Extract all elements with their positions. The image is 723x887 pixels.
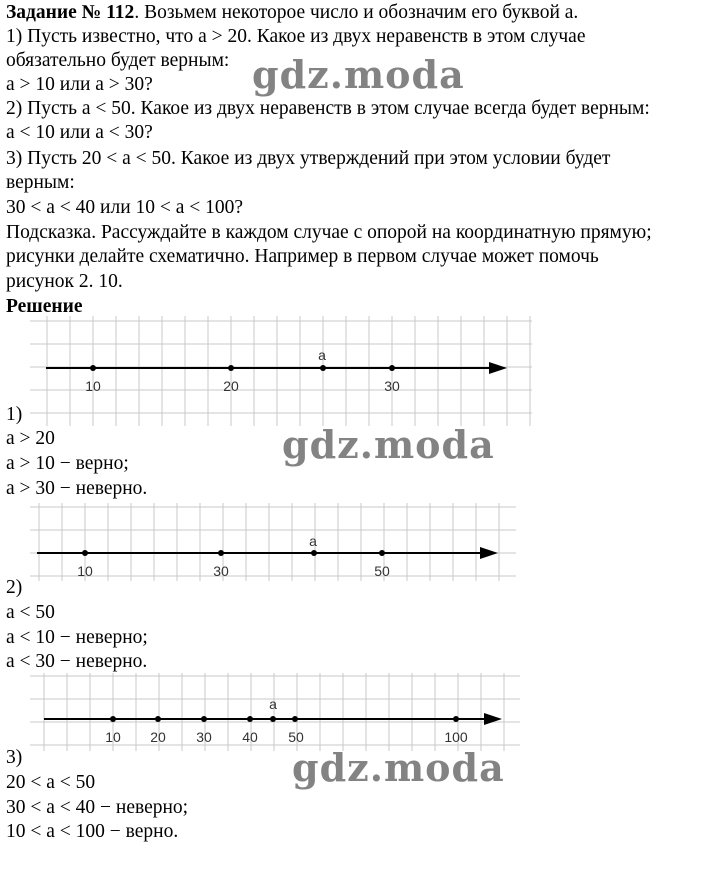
task-line: 1) Пусть известно, что a > 20. Какое из двух неравенств в этом случае [6, 26, 586, 47]
task-number: Задание № 112 [6, 2, 135, 23]
part-number: 2) [6, 577, 23, 598]
tick-label: 50 [288, 729, 304, 745]
solution-line: a > 20 [6, 428, 55, 449]
number-line-figure-3 [30, 673, 520, 751]
solution-line: a > 10 − верно; [6, 453, 129, 474]
tick-label: 10 [105, 729, 121, 745]
tick-label: 40 [242, 729, 258, 745]
tick-label: 10 [85, 378, 101, 394]
point-a [270, 716, 276, 722]
tick-point [292, 716, 298, 722]
point-a-label: a [269, 696, 277, 712]
point-a-label: a [318, 347, 326, 363]
axis-arrow-icon [489, 362, 507, 374]
solution-line: a < 10 − неверно; [6, 627, 148, 648]
tick-point [228, 365, 234, 371]
solution-line: 30 < a < 40 − неверно; [6, 797, 189, 818]
task-intro: . Возьмем некоторое число и обозначим его буквой a. [134, 2, 579, 23]
tick-point [155, 716, 161, 722]
task-line: 30 < a < 40 или 10 < a < 100? [6, 197, 244, 218]
tick-point [82, 550, 88, 556]
number-line-3 [30, 673, 520, 751]
hint-line: рисунок 2. 10. [6, 271, 123, 292]
hint-line: рисунки делайте схематично. Например в первом случае может помочь [6, 246, 599, 267]
watermark: gdz.moda [282, 422, 495, 467]
watermark: gdz.moda [252, 52, 465, 97]
tick-label: 100 [444, 729, 468, 745]
solution-line: a < 30 − неверно. [6, 651, 148, 672]
number-line-1 [30, 316, 532, 426]
tick-point [379, 550, 385, 556]
solution-line: a < 50 [6, 602, 55, 623]
number-line-figure-2 [30, 503, 516, 581]
watermark: gdz.moda [292, 745, 505, 790]
tick-point [201, 716, 207, 722]
tick-label: 30 [213, 563, 229, 579]
task-line: a > 10 или a > 30? [6, 74, 153, 95]
tick-label: 30 [196, 729, 212, 745]
solution-line: 20 < a < 50 [6, 772, 96, 793]
task-line: верным: [6, 172, 75, 193]
hint-line: Подсказка. Рассуждайте в каждом случае с опорой на координатную прямую; [6, 222, 652, 243]
axis-arrow-icon [480, 547, 498, 559]
task-line: обязательно будет верным: [6, 50, 230, 71]
tick-point [453, 716, 459, 722]
task-line: a < 10 или a < 30? [6, 122, 153, 143]
solution-line: 10 < a < 100 − верно. [6, 821, 179, 842]
tick-point [389, 365, 395, 371]
tick-label: 20 [150, 729, 166, 745]
tick-label: 20 [223, 378, 239, 394]
tick-point [247, 716, 253, 722]
task-header [6, 2, 578, 24]
number-line-figure-1 [30, 316, 532, 426]
number-line-2 [30, 503, 516, 581]
point-a-label: a [309, 533, 317, 549]
point-a [320, 365, 326, 371]
solution-heading: Решение [6, 296, 83, 317]
tick-label: 10 [77, 563, 93, 579]
task-line: 2) Пусть a < 50. Какое из двух неравенств в этом случае всегда будет верным: [6, 98, 650, 119]
tick-point [90, 365, 96, 371]
tick-label: 30 [384, 378, 400, 394]
part-number: 3) [6, 747, 23, 768]
solution-line: a > 30 − неверно. [6, 478, 148, 499]
tick-point [110, 716, 116, 722]
point-a [311, 550, 317, 556]
part-number: 1) [6, 404, 23, 425]
axis-arrow-icon [484, 713, 502, 725]
tick-point [218, 550, 224, 556]
tick-label: 50 [374, 563, 390, 579]
task-line: 3) Пусть 20 < a < 50. Какое из двух утверждений при этом условии будет [6, 148, 611, 169]
